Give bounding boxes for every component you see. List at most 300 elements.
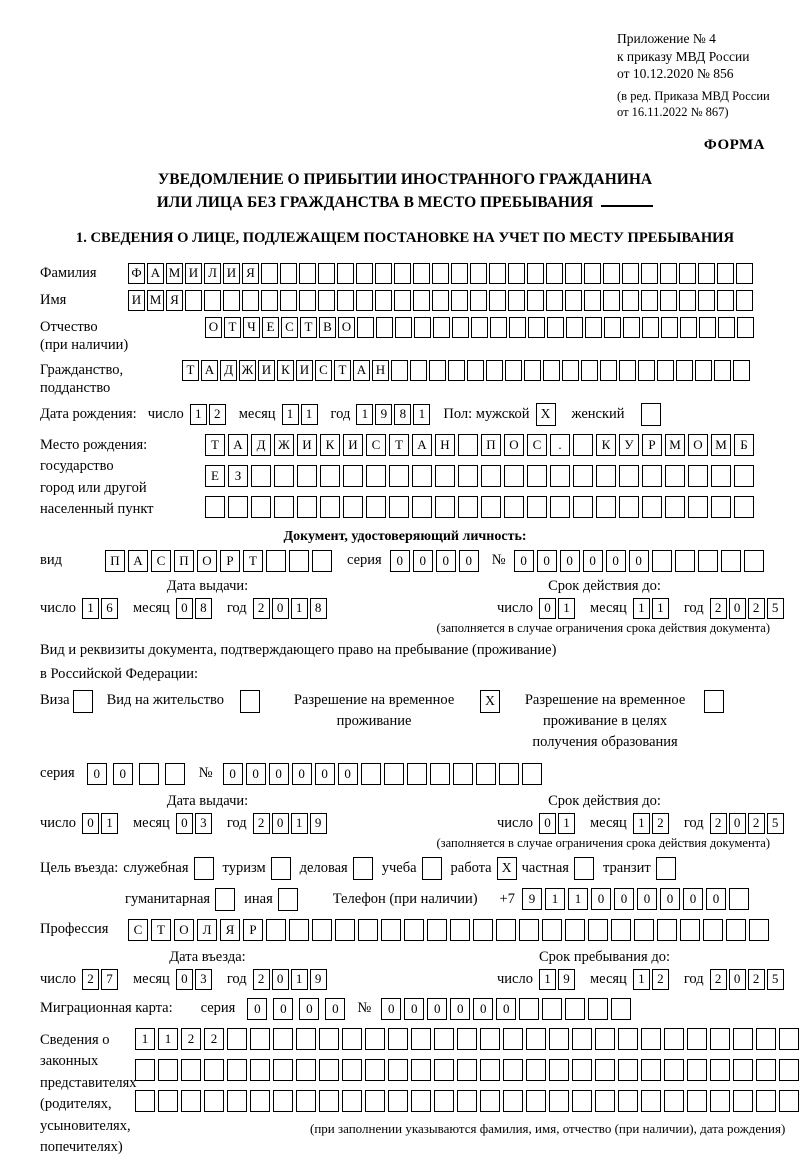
char-cell: З [228, 465, 248, 487]
char-cell [711, 496, 731, 518]
char-cell: 1 [539, 969, 556, 990]
char-cell [699, 317, 716, 338]
char-cell [274, 496, 294, 518]
char-cell [573, 434, 593, 456]
char-cell: 0 [459, 550, 479, 572]
char-cell [391, 360, 408, 381]
char-cell [470, 290, 487, 311]
char-cell: К [277, 360, 294, 381]
char-cell [652, 550, 672, 572]
char-cell [665, 465, 685, 487]
char-cell [611, 998, 631, 1020]
residence-doc-line1: Вид и реквизиты документа, подтверждающего право на пребывание (проживание) [40, 641, 557, 658]
char-cell [135, 1090, 155, 1112]
char-cell: 2 [652, 813, 669, 834]
char-cell [181, 1090, 201, 1112]
char-cell [562, 360, 579, 381]
char-cell [365, 1090, 385, 1112]
purpose-humanitarian-label: гуманитарная [125, 890, 211, 907]
char-cell: 0 [729, 813, 746, 834]
char-cell [687, 1090, 707, 1112]
char-cell: 0 [247, 998, 267, 1020]
identity-series-label: серия [347, 552, 382, 568]
char-cell [410, 360, 427, 381]
char-cell [395, 317, 412, 338]
identity-valid-day-boxes [539, 598, 577, 619]
char-cell: Б [734, 434, 754, 456]
char-cell: П [105, 550, 125, 572]
char-cell [698, 263, 715, 284]
char-cell [729, 888, 749, 910]
char-cell [429, 360, 446, 381]
temp-residence-edu-option [514, 690, 724, 753]
char-cell: Д [251, 434, 271, 456]
legal-boxes-row3 [135, 1090, 800, 1112]
char-cell [680, 919, 700, 941]
stay-month-boxes [633, 969, 671, 990]
purpose-transit-label: транзит [602, 859, 651, 876]
char-cell [779, 1090, 799, 1112]
char-cell [573, 465, 593, 487]
purpose-study-label: учеба [381, 859, 417, 876]
char-cell [185, 290, 202, 311]
identity-valid-month-boxes [633, 598, 671, 619]
char-cell: 0 [450, 998, 470, 1020]
char-cell [509, 317, 526, 338]
char-cell: 0 [292, 763, 312, 785]
identity-validity-note: (заполняется в случае ограничения срока действия документа) [436, 620, 770, 635]
form-title [40, 168, 770, 214]
char-cell [480, 1028, 500, 1050]
char-cell [519, 919, 539, 941]
char-cell [604, 317, 621, 338]
stay-day-boxes [539, 969, 577, 990]
citizenship-row [40, 360, 770, 397]
char-cell [519, 998, 539, 1020]
char-cell [622, 263, 639, 284]
char-cell [389, 496, 409, 518]
char-cell [721, 550, 741, 572]
phone-prefix: +7 [499, 890, 515, 907]
char-cell [711, 465, 731, 487]
char-cell: 2 [253, 813, 270, 834]
entry-date-label: Дата въезда: [169, 948, 246, 965]
title-blank-underline [601, 194, 653, 207]
char-cell [361, 763, 381, 785]
residence-permit-checkbox [240, 690, 260, 713]
char-cell [641, 263, 658, 284]
char-cell [342, 1059, 362, 1081]
char-cell [430, 763, 450, 785]
legal-representatives-note: (при заполнении указываются фамилия, имя, отчество (при наличии), дата рождения) [310, 1120, 786, 1136]
residence-issued-month-boxes [176, 813, 214, 834]
char-cell: О [174, 919, 194, 941]
residence-valid-year-boxes [710, 813, 786, 834]
residence-series-label: серия [40, 765, 75, 781]
char-cell [657, 919, 677, 941]
surname-row [40, 263, 770, 284]
residence-dates [40, 792, 779, 834]
identity-issued-label: Дата выдачи: [166, 577, 249, 594]
char-cell: 5 [767, 969, 784, 990]
char-cell [250, 1059, 270, 1081]
char-cell [458, 496, 478, 518]
char-cell: 0 [539, 598, 556, 619]
entry-date: число 2 7 месяц 0 3 год 2 0 1 9 [40, 969, 497, 990]
char-cell: 0 [272, 598, 289, 619]
char-cell [503, 1090, 523, 1112]
char-cell: Л [197, 919, 217, 941]
char-cell [412, 465, 432, 487]
char-cell [434, 1090, 454, 1112]
char-cell [356, 290, 373, 311]
char-cell: 2 [82, 969, 99, 990]
char-cell [600, 360, 617, 381]
char-cell: Л [204, 263, 221, 284]
char-cell: 0 [729, 969, 746, 990]
char-cell: 2 [253, 598, 270, 619]
char-cell: Р [220, 550, 240, 572]
char-cell [641, 290, 658, 311]
char-cell: 3 [195, 969, 212, 990]
char-cell: И [185, 263, 202, 284]
temp-residence-checkbox: X [480, 690, 500, 713]
char-cell: И [258, 360, 275, 381]
residence-number-boxes [223, 763, 545, 785]
firstname-row [40, 290, 770, 311]
char-cell [375, 263, 392, 284]
char-cell: Т [243, 550, 263, 572]
identity-kind-label: вид [40, 552, 62, 568]
char-cell [261, 263, 278, 284]
char-cell [158, 1059, 178, 1081]
visit-purpose-row [40, 857, 770, 880]
char-cell [744, 550, 764, 572]
char-cell [642, 465, 662, 487]
char-cell [356, 263, 373, 284]
char-cell [572, 1059, 592, 1081]
char-cell [634, 919, 654, 941]
char-cell: 1 [101, 813, 118, 834]
char-cell [717, 263, 734, 284]
char-cell [565, 998, 585, 1020]
identity-issued-date: число 1 6 месяц 0 8 год 2 0 1 8 [40, 598, 497, 619]
char-cell [756, 1090, 776, 1112]
char-cell: 0 [583, 550, 603, 572]
char-cell: 2 [652, 969, 669, 990]
char-cell: 1 [291, 813, 308, 834]
entry-month-boxes [176, 969, 214, 990]
char-cell [261, 290, 278, 311]
char-cell [490, 317, 507, 338]
identity-series-boxes [390, 550, 482, 572]
char-cell [204, 1090, 224, 1112]
char-cell: 0 [176, 969, 193, 990]
char-cell: 0 [272, 813, 289, 834]
char-cell [710, 1059, 730, 1081]
residence-issued-day-boxes [82, 813, 120, 834]
char-cell [618, 1028, 638, 1050]
char-cell [486, 360, 503, 381]
char-cell: 0 [637, 888, 657, 910]
birthplace-row [40, 434, 770, 527]
char-cell: Я [242, 263, 259, 284]
char-cell [547, 317, 564, 338]
birthplace-label: Место рождения: государство город или другой населенный пункт [40, 436, 154, 517]
char-cell: О [338, 317, 355, 338]
char-cell [642, 496, 662, 518]
char-cell [526, 1028, 546, 1050]
sex-male-checkbox: X [536, 403, 556, 426]
char-cell [450, 919, 470, 941]
appendix-line-2: к приказу МВД России [617, 48, 750, 64]
char-cell [618, 1090, 638, 1112]
char-cell: Ж [274, 434, 294, 456]
birthplace-boxes-row2 [205, 465, 757, 487]
char-cell: А [353, 360, 370, 381]
char-cell [473, 919, 493, 941]
char-cell: 2 [253, 969, 270, 990]
char-cell: Т [205, 434, 225, 456]
char-cell: 8 [394, 404, 411, 425]
char-cell: Е [205, 465, 225, 487]
char-cell: 0 [629, 550, 649, 572]
legal-boxes-row1 [135, 1028, 800, 1050]
char-cell [737, 317, 754, 338]
char-cell [337, 290, 354, 311]
identity-issued-year-boxes [253, 598, 329, 619]
char-cell: А [147, 263, 164, 284]
purpose-business-checkbox [353, 857, 373, 880]
char-cell [508, 263, 525, 284]
char-cell [365, 1059, 385, 1081]
char-cell: 0 [299, 998, 319, 1020]
char-cell [734, 465, 754, 487]
birth-day-label: число [147, 405, 184, 422]
char-cell [158, 1090, 178, 1112]
form-title-line-2: ИЛИ ЛИЦА БЕЗ ГРАЖДАНСТВА В МЕСТО ПРЕБЫВАНИЯ [40, 191, 770, 214]
char-cell [297, 465, 317, 487]
char-cell [297, 496, 317, 518]
purpose-tourism-label: туризм [222, 859, 266, 876]
char-cell: 1 [633, 813, 650, 834]
char-cell [273, 1028, 293, 1050]
patronymic-label: Отчество (при наличии) [40, 318, 129, 353]
char-cell [749, 919, 769, 941]
char-cell [250, 1028, 270, 1050]
char-cell [413, 290, 430, 311]
birth-day-boxes [190, 404, 228, 425]
entry-dates [40, 948, 779, 990]
birthdate-label: Дата рождения: [40, 405, 137, 422]
char-cell [411, 1090, 431, 1112]
char-cell: 0 [537, 550, 557, 572]
char-cell [695, 360, 712, 381]
char-cell [550, 465, 570, 487]
char-cell: С [366, 434, 386, 456]
char-cell [550, 496, 570, 518]
char-cell: 2 [710, 813, 727, 834]
birth-year-label: год [330, 405, 351, 422]
char-cell [273, 1090, 293, 1112]
char-cell [657, 360, 674, 381]
char-cell [526, 1059, 546, 1081]
char-cell: С [128, 919, 148, 941]
char-cell [434, 1059, 454, 1081]
char-cell: Р [642, 434, 662, 456]
char-cell [342, 1028, 362, 1050]
legal-representatives-label: Сведения о законных представителях (родителях, усыновителях, попечителях) [40, 1031, 137, 1155]
entry-day-boxes [82, 969, 120, 990]
purpose-official-label: служебная [123, 859, 189, 876]
char-cell: П [481, 434, 501, 456]
char-cell [619, 496, 639, 518]
char-cell [549, 1059, 569, 1081]
char-cell [299, 263, 316, 284]
migration-number-label: № [357, 1000, 372, 1016]
char-cell [779, 1059, 799, 1081]
residence-number-label: № [198, 765, 213, 781]
char-cell [394, 263, 411, 284]
char-cell: О [205, 317, 222, 338]
char-cell [343, 465, 363, 487]
char-cell: С [281, 317, 298, 338]
char-cell: 1 [190, 404, 207, 425]
char-cell [779, 1028, 799, 1050]
char-cell [546, 290, 563, 311]
char-cell [664, 1028, 684, 1050]
patronymic-row [40, 317, 770, 354]
char-cell: 0 [660, 888, 680, 910]
purpose-private-checkbox [574, 857, 594, 880]
char-cell [619, 360, 636, 381]
char-cell [698, 550, 718, 572]
char-cell [505, 360, 522, 381]
migration-series-boxes [247, 998, 351, 1020]
char-cell [603, 290, 620, 311]
char-cell [384, 763, 404, 785]
char-cell: 0 [82, 813, 99, 834]
char-cell: 9 [375, 404, 392, 425]
char-cell: 1 [652, 598, 669, 619]
char-cell [319, 1090, 339, 1112]
char-cell [296, 1090, 316, 1112]
char-cell [376, 317, 393, 338]
char-cell: А [128, 550, 148, 572]
char-cell [320, 465, 340, 487]
char-cell: 0 [176, 813, 193, 834]
stay-year-boxes [710, 969, 786, 990]
form-title-line-1: УВЕДОМЛЕНИЕ О ПРИБЫТИИ ИНОСТРАННОГО ГРАЖДАНИНА [157, 170, 653, 188]
char-cell: Ч [243, 317, 260, 338]
char-cell [499, 763, 519, 785]
char-cell [542, 998, 562, 1020]
char-cell [433, 317, 450, 338]
identity-number-boxes [514, 550, 767, 572]
char-cell: 0 [496, 998, 516, 1020]
char-cell [165, 763, 185, 785]
char-cell [595, 1059, 615, 1081]
char-cell: 1 [558, 598, 575, 619]
char-cell [343, 496, 363, 518]
forma-label: ФОРМА [703, 136, 765, 153]
legal-boxes-row2 [135, 1059, 800, 1081]
stay-until-label: Срок пребывания до: [539, 948, 670, 965]
migration-card-label: Миграционная карта: [40, 1000, 173, 1016]
purpose-study-checkbox [422, 857, 442, 880]
char-cell [312, 550, 332, 572]
char-cell [527, 496, 547, 518]
char-cell [549, 1028, 569, 1050]
char-cell [366, 465, 386, 487]
char-cell: 0 [436, 550, 456, 572]
char-cell [565, 263, 582, 284]
char-cell [528, 317, 545, 338]
entry-year-boxes [253, 969, 329, 990]
visa-checkbox [73, 690, 93, 713]
temp-residence-edu-label: Разрешение на временное проживание в целях получения образования [524, 691, 686, 750]
purpose-humanitarian-checkbox [215, 888, 235, 911]
char-cell: Р [243, 919, 263, 941]
char-cell [572, 1090, 592, 1112]
char-cell [565, 290, 582, 311]
char-cell [572, 1028, 592, 1050]
char-cell [427, 919, 447, 941]
char-cell [342, 1090, 362, 1112]
char-cell [527, 465, 547, 487]
char-cell [546, 263, 563, 284]
char-cell: 6 [101, 598, 118, 619]
char-cell [734, 496, 754, 518]
char-cell [337, 263, 354, 284]
char-cell [366, 496, 386, 518]
char-cell [543, 360, 560, 381]
char-cell [584, 290, 601, 311]
char-cell: 0 [176, 598, 193, 619]
char-cell: 2 [181, 1028, 201, 1050]
identity-valid-date: число 0 1 месяц 1 1 год 2 0 2 5 [497, 598, 786, 619]
legal-representatives-boxes [135, 1028, 800, 1137]
char-cell [717, 290, 734, 311]
char-cell [676, 360, 693, 381]
char-cell [458, 434, 478, 456]
char-cell [573, 496, 593, 518]
temp-residence-option [278, 690, 500, 732]
char-cell [266, 550, 286, 572]
char-cell [596, 465, 616, 487]
char-cell [603, 263, 620, 284]
char-cell: 0 [539, 813, 556, 834]
char-cell [457, 1059, 477, 1081]
char-cell [703, 919, 723, 941]
section1-heading: 1. СВЕДЕНИЯ О ЛИЦЕ, ПОДЛЕЖАЩЕМ ПОСТАНОВКЕ НА УЧЕТ ПО МЕСТУ ПРЕБЫВАНИЯ [75, 229, 735, 246]
identity-issued-month-boxes [176, 598, 214, 619]
char-cell: 2 [710, 598, 727, 619]
char-cell: И [343, 434, 363, 456]
char-cell: 2 [748, 969, 765, 990]
char-cell: Н [372, 360, 389, 381]
char-cell [139, 763, 159, 785]
char-cell: В [319, 317, 336, 338]
residence-issued-label: Дата выдачи: [166, 792, 249, 809]
char-cell: 0 [473, 998, 493, 1020]
patronymic-boxes [205, 317, 756, 338]
char-cell [467, 360, 484, 381]
char-cell [508, 290, 525, 311]
char-cell: 2 [748, 598, 765, 619]
char-cell [299, 290, 316, 311]
char-cell [435, 496, 455, 518]
